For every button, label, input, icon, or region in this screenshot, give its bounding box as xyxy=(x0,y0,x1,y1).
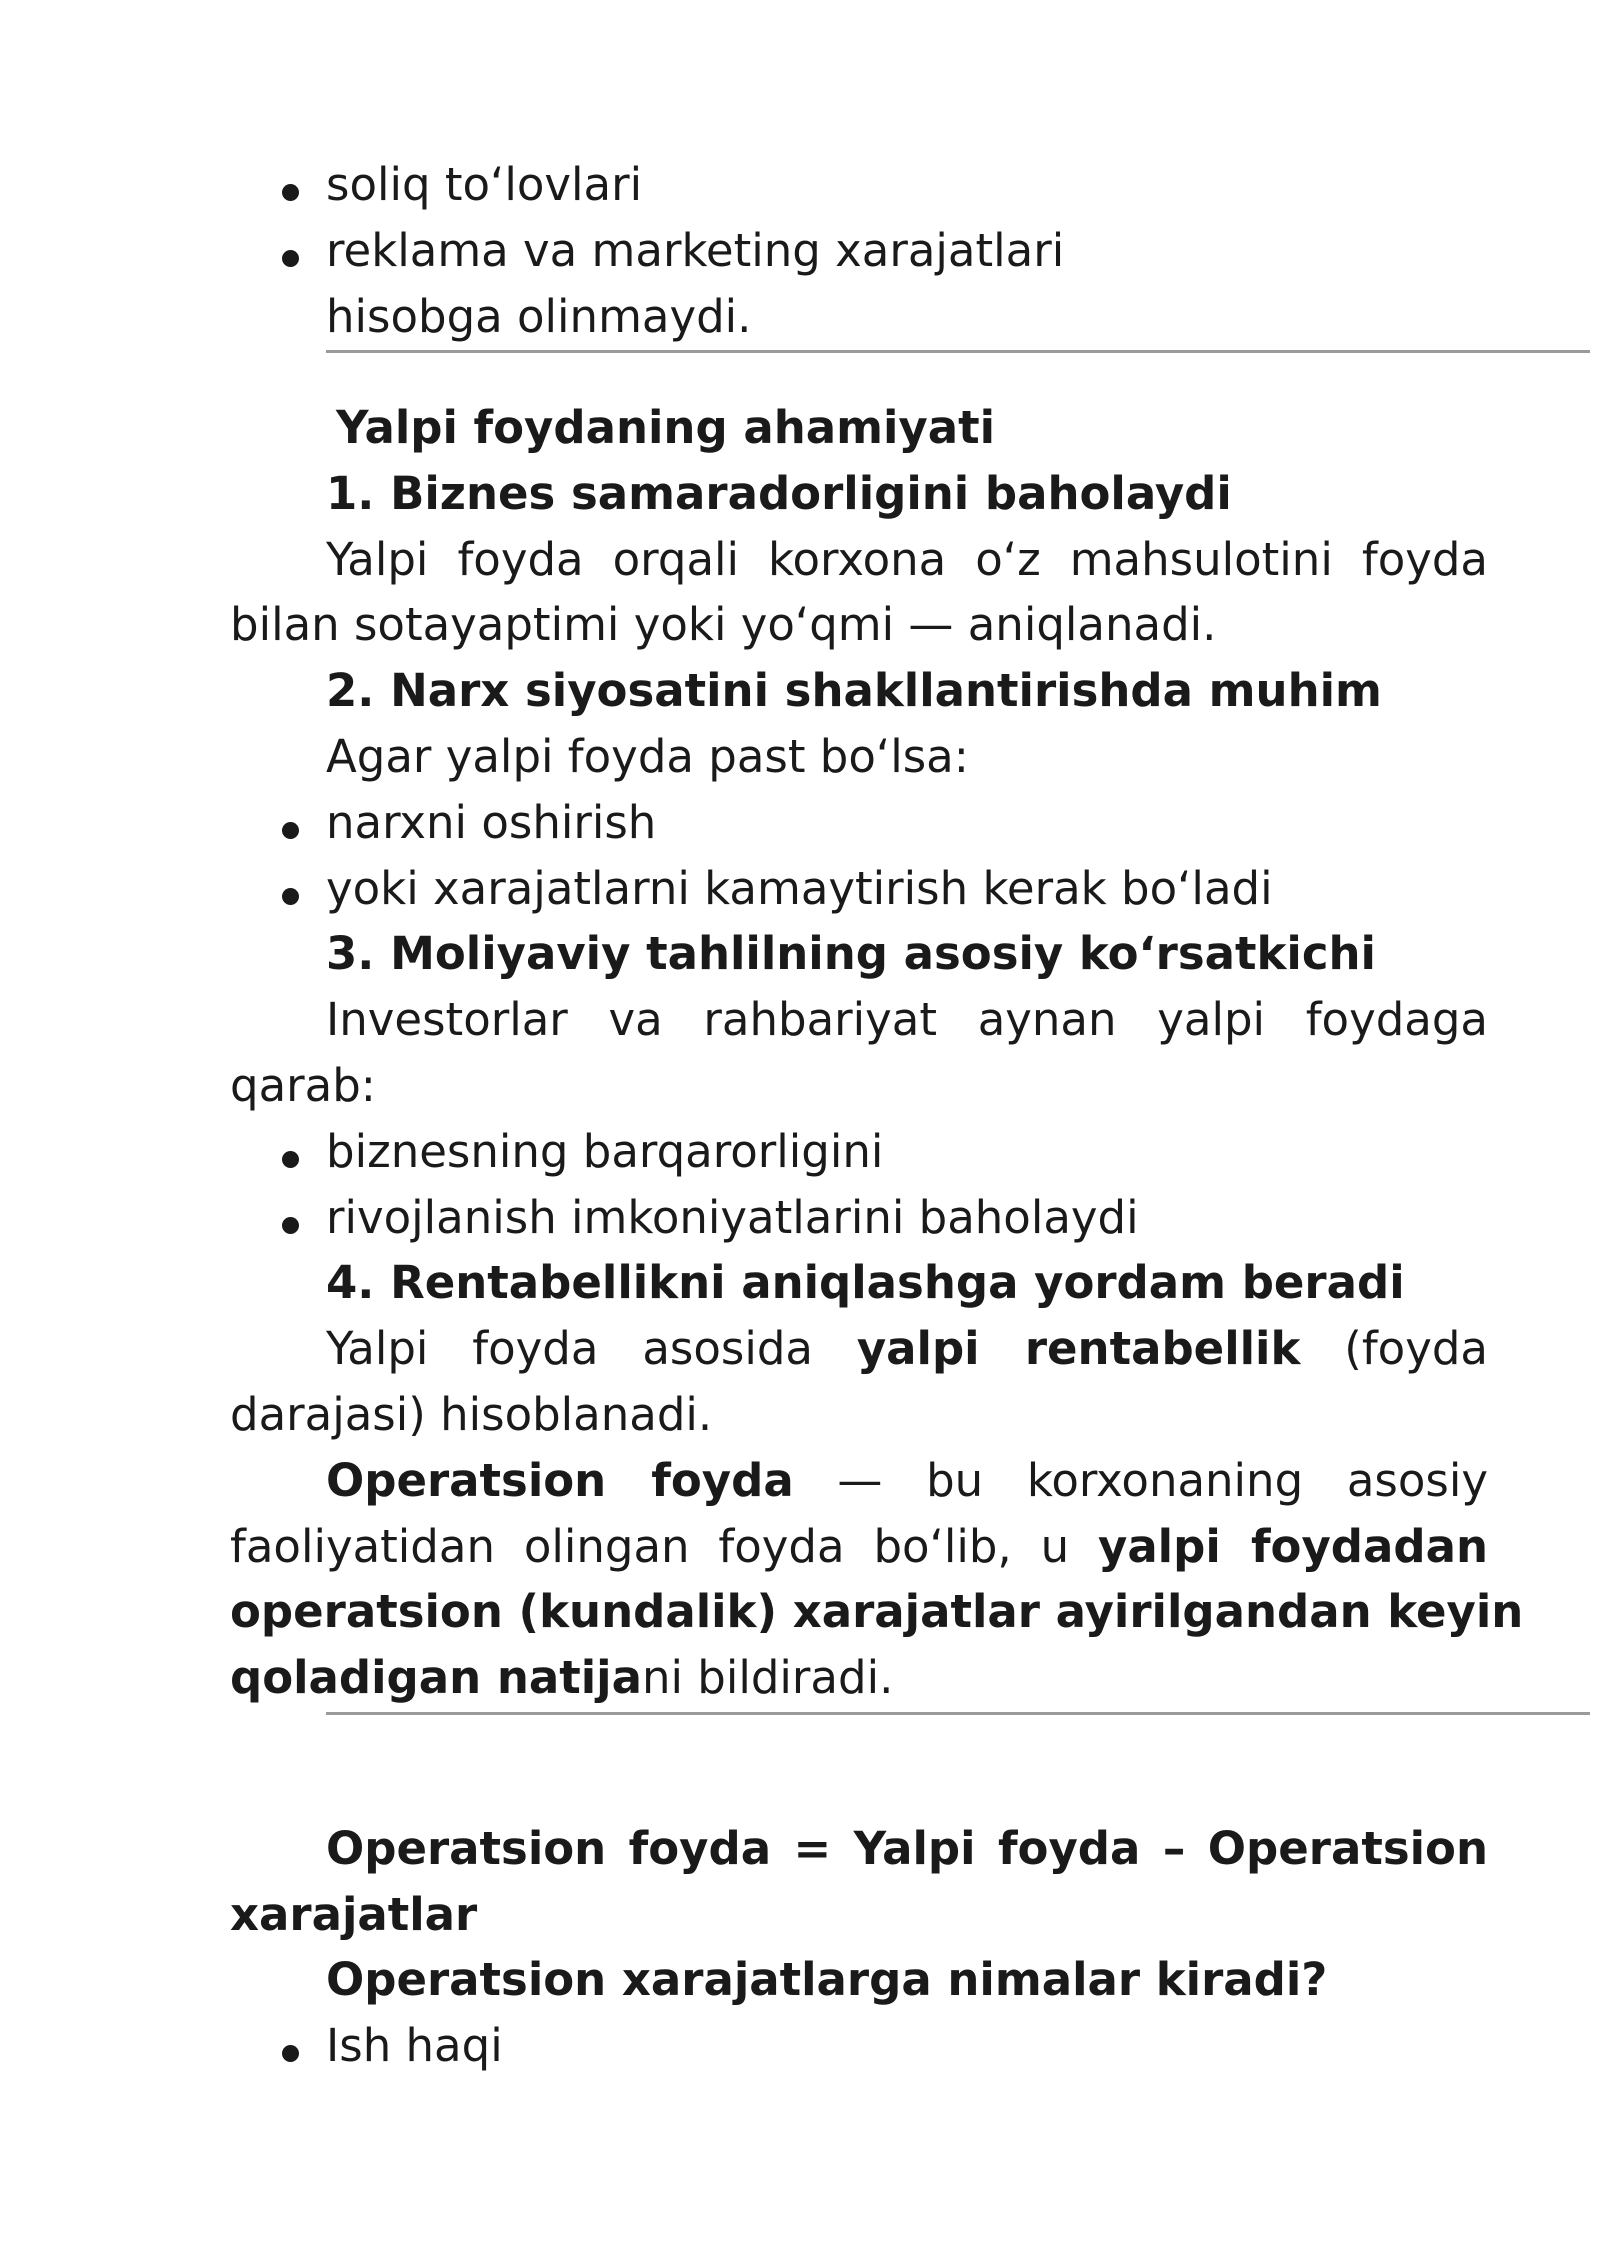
text-run: ni bildiradi. xyxy=(641,1651,894,1704)
list-item: rivojlanish imkoniyatlarini baholaydi xyxy=(326,1191,1139,1244)
list-tail-text: hisobga olinmaydi. xyxy=(326,290,752,343)
bullet-icon xyxy=(282,250,299,267)
formula-line: xarajatlar xyxy=(230,1888,478,1941)
list-item: yoki xarajatlarni kamaytirish kerak bo‘ladi xyxy=(326,862,1273,915)
definition-line xyxy=(326,1448,1488,1514)
paragraph-line: bilan sotayaptimi yoki yo‘qmi — aniqlanadi. xyxy=(230,598,1217,651)
list-item: narxni oshirish xyxy=(326,796,657,849)
formula-line: Operatsion foyda = Yalpi foyda – Operatsion xyxy=(326,1822,1488,1875)
divider xyxy=(326,1712,1590,1715)
bold-term: yalpi foydadan xyxy=(1097,1520,1488,1573)
text-run: Yalpi foyda asosida xyxy=(326,1322,813,1375)
list-item: biznesning barqarorligini xyxy=(326,1125,884,1178)
section-title: Yalpi foydaning ahamiyati xyxy=(336,401,996,454)
definition-line xyxy=(230,1645,1488,1711)
paragraph-line: Agar yalpi foyda past bo‘lsa: xyxy=(326,730,969,783)
text-run: (foyda xyxy=(1344,1322,1488,1375)
bullet-icon xyxy=(282,184,299,201)
list-item: Ish haqi xyxy=(326,2019,503,2072)
point-heading-1: 1. Biznes samaradorligini baholaydi xyxy=(326,467,1232,520)
bold-term: yalpi rentabellik xyxy=(856,1322,1301,1375)
paragraph-line: Yalpi foyda orqali korxona o‘z mahsulotini foyda xyxy=(326,533,1488,586)
definition-line xyxy=(230,1514,1488,1580)
definition-line: operatsion (kundalik) xarajatlar ayirilgandan keyin xyxy=(230,1585,1524,1638)
list-item: soliq to‘lovlari xyxy=(326,158,643,211)
point-heading-4: 4. Rentabellikni aniqlashga yordam beradi xyxy=(326,1256,1405,1309)
divider xyxy=(326,350,1590,353)
text-run: — xyxy=(837,1454,883,1507)
bold-term: qoladigan natija xyxy=(230,1651,642,1704)
point-heading-3: 3. Moliyaviy tahlilning asosiy ko‘rsatkichi xyxy=(326,927,1376,980)
paragraph-line xyxy=(326,1316,1488,1382)
bullet-icon xyxy=(282,2045,299,2062)
point-heading-2: 2. Narx siyosatini shakllantirishda muhim xyxy=(326,664,1382,717)
paragraph-line: qarab: xyxy=(230,1059,376,1112)
bullet-icon xyxy=(282,822,299,839)
bullet-icon xyxy=(282,888,299,905)
question-heading: Operatsion xarajatlarga nimalar kiradi? xyxy=(326,1953,1328,2006)
text-run: faoliyatidan olingan foyda bo‘lib, u xyxy=(230,1520,1070,1573)
bullet-icon xyxy=(282,1151,299,1168)
paragraph-line: darajasi) hisoblanadi. xyxy=(230,1388,713,1441)
list-item: reklama va marketing xarajatlari xyxy=(326,224,1065,277)
bold-term: Operatsion foyda xyxy=(326,1454,794,1507)
bullet-icon xyxy=(282,1217,299,1234)
paragraph-line: Investorlar va rahbariyat aynan yalpi foydaga xyxy=(326,993,1488,1046)
text-run: bu korxonaning asosiy xyxy=(926,1454,1488,1507)
